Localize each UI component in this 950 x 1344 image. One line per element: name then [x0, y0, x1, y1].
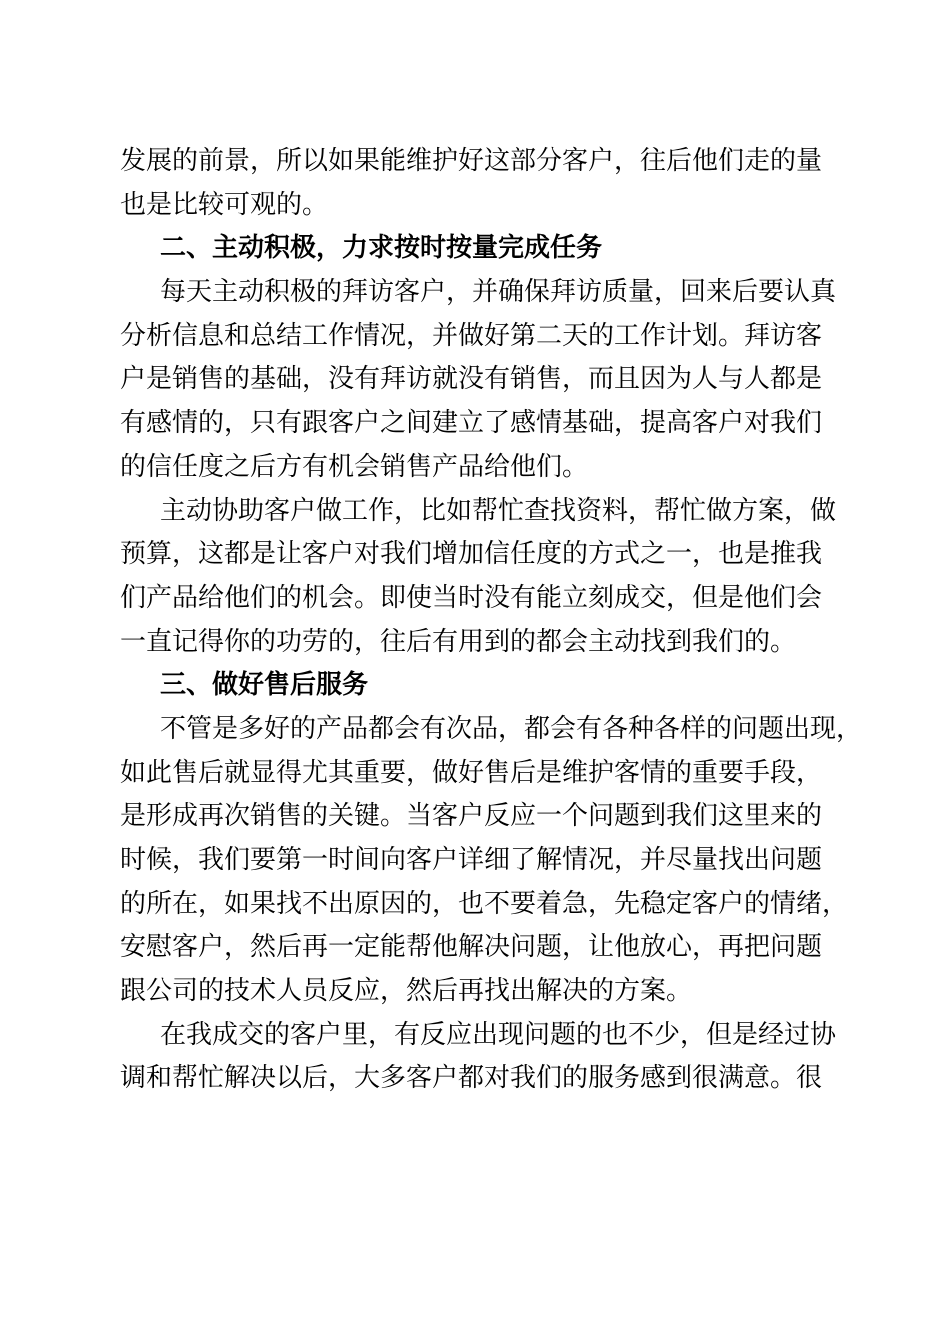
paragraph [120, 1014, 837, 1101]
text-line: 主动协助客户做工作，比如帮忙查找资料，帮忙做方案，做 [160, 495, 837, 526]
text-line: 不管是多好的产品都会有次品，都会有各种各样的问题出现， [160, 713, 863, 744]
text-line: 调和帮忙解决以后，大多客户都对我们的服务感到很满意。很 [120, 1063, 823, 1094]
text-line: 安慰客户，然后再一定能帮他解决问题，让他放心，再把问题 [120, 932, 823, 963]
text-line: 发展的前景，所以如果能维护好这部分客户，往后他们走的量 [120, 146, 823, 176]
paragraph [120, 271, 837, 489]
text-line: 也是比较可观的。 [120, 189, 329, 220]
section-heading: 二、主动积极，力求按时按量完成任务 [160, 233, 603, 264]
text-line: 预算，这都是让客户对我们增加信任度的方式之一，也是推我 [120, 539, 823, 570]
paragraph [120, 490, 837, 665]
section-heading: 三、做好售后服务 [160, 670, 369, 701]
document-body [120, 140, 863, 1101]
paragraph [120, 708, 863, 1014]
text-line: 如此售后就显得尤其重要，做好售后是维护客情的重要手段， [120, 757, 823, 788]
text-line: 在我成交的客户里，有反应出现问题的也不少，但是经过协 [160, 1019, 837, 1050]
text-line: 跟公司的技术人员反应，然后再找出解决的方案。 [120, 976, 693, 1007]
text-line: 每天主动积极的拜访客户，并确保拜访质量，回来后要认真 [160, 277, 837, 308]
text-line: 户是销售的基础，没有拜访就没有销售，而且因为人与人都是 [120, 364, 823, 395]
text-line: 的信任度之后方有机会销售产品给他们。 [120, 451, 589, 482]
text-line: 有感情的，只有跟客户之间建立了感情基础，提高客户对我们 [120, 408, 823, 439]
text-line: 是形成再次销售的关键。当客户反应一个问题到我们这里来的 [120, 801, 823, 832]
text-line: 一直记得你的功劳的，往后有用到的都会主动找到我们的。 [120, 626, 797, 657]
paragraph [120, 140, 822, 227]
text-line: 分析信息和总结工作情况，并做好第二天的工作计划。拜访客 [120, 320, 823, 351]
text-line: 的所在，如果找不出原因的，也不要着急，先稳定客户的情绪， [120, 888, 849, 919]
text-line: 们产品给他们的机会。即使当时没有能立刻成交，但是他们会 [120, 582, 823, 613]
text-line: 时候，我们要第一时间向客户详细了解情况，并尽量找出问题 [120, 845, 823, 875]
